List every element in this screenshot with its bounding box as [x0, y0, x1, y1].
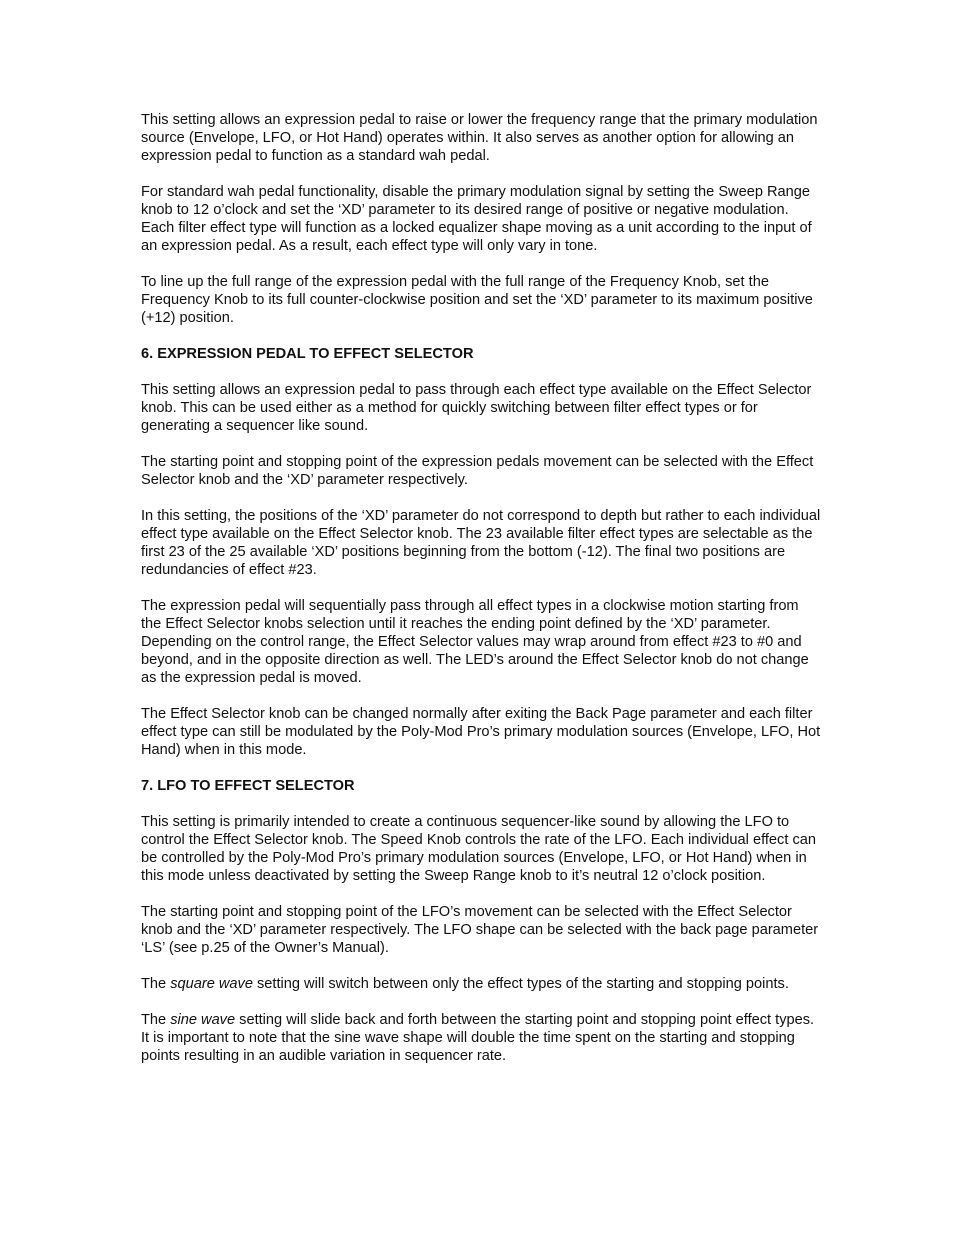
document-page — [141, 111, 821, 1083]
intro-paragraph-2: For standard wah pedal functionality, disable the primary modulation signal by setting the Sweep Range knob to 12 o’clock and set the ‘XD’ parameter to its desired range of positive or negative modulation. Each filter effect type will function as a locked equalizer shape moving as a unit according to the input of an expression pedal. As a result, each effect type will only vary in tone. — [141, 184, 812, 254]
sine-wave-suffix: setting will slide back and forth between the starting point and stopping point effect types. It is important to note that the sine wave shape will double the time spent on the starting and stopping points resulting in an audible variation in sequencer rate. — [141, 1012, 815, 1064]
section-7-heading: 7. LFO TO EFFECT SELECTOR — [141, 778, 355, 794]
sine-wave-prefix: The — [141, 1012, 171, 1028]
square-wave-suffix: setting will switch between only the effect types of the starting and stopping points. — [252, 976, 789, 992]
section-6-paragraph-3: In this setting, the positions of the ‘XD’ parameter do not correspond to depth but rather to each individual effect type available on the Effect Selector knob. The 23 available filter effect types are selectable as the first 23 of the 25 available ‘XD’ positions beginning from the bottom (-12). The final two positions are redundancies of effect #23. — [141, 508, 821, 578]
sine-wave-term: sine wave — [170, 1012, 236, 1028]
section-7-paragraph-1: This setting is primarily intended to create a continuous sequencer-like sound by allowing the LFO to control the Effect Selector knob. The Speed Knob controls the rate of the LFO. Each individual effect can be controlled by the Poly-Mod Pro’s primary modulation sources (Envelope, LFO, or Hot Hand) when in this mode unless deactivated by setting the Sweep Range knob to it’s neutral 12 o’clock position. — [141, 814, 816, 884]
section-6-paragraph-2: The starting point and stopping point of the expression pedals movement can be selected with the Effect Selector knob and the ‘XD’ parameter respectively. — [141, 454, 814, 488]
section-7-paragraph-2: The starting point and stopping point of the LFO’s movement can be selected with the Effect Selector knob and the ‘XD’ parameter respectively. The LFO shape can be selected with the back page parameter ‘LS’ (see p.25 of the Owner’s Manual). — [141, 904, 819, 956]
square-wave-prefix: The — [141, 976, 171, 992]
intro-paragraph-1: This setting allows an expression pedal to raise or lower the frequency range that the primary modulation source (Envelope, LFO, or Hot Hand) operates within. It also serves as another option for allowing an expression pedal to function as a standard wah pedal. — [141, 112, 818, 164]
section-6-paragraph-1: This setting allows an expression pedal to pass through each effect type available on the Effect Selector knob. This can be used either as a method for quickly switching between filter effect types or for generating a sequencer like sound. — [141, 382, 812, 434]
square-wave-term: square wave — [170, 976, 253, 992]
section-6-paragraph-4: The expression pedal will sequentially pass through all effect types in a clockwise motion starting from the Effect Selector knobs selection until it reaches the ending point defined by the ‘XD’ parameter. Depending on the control range, the Effect Selector values may wrap around from effect #23 to #0 and beyond, and in the opposite direction as well. The LED’s around the Effect Selector knob do not change as the expression pedal is moved. — [141, 598, 809, 686]
section-6-paragraph-5: The Effect Selector knob can be changed normally after exiting the Back Page parameter and each filter effect type can still be modulated by the Poly-Mod Pro’s primary modulation sources (Envelope, LFO, Hot Hand) when in this mode. — [141, 706, 821, 758]
section-6-heading: 6. EXPRESSION PEDAL TO EFFECT SELECTOR — [141, 346, 474, 362]
square-wave-paragraph — [141, 975, 821, 993]
sine-wave-paragraph — [141, 1011, 821, 1065]
intro-paragraph-3: To line up the full range of the expression pedal with the full range of the Frequency Knob, set the Frequency Knob to its full counter-clockwise position and set the ‘XD’ parameter to its maximum positive (+12) position. — [141, 274, 813, 326]
